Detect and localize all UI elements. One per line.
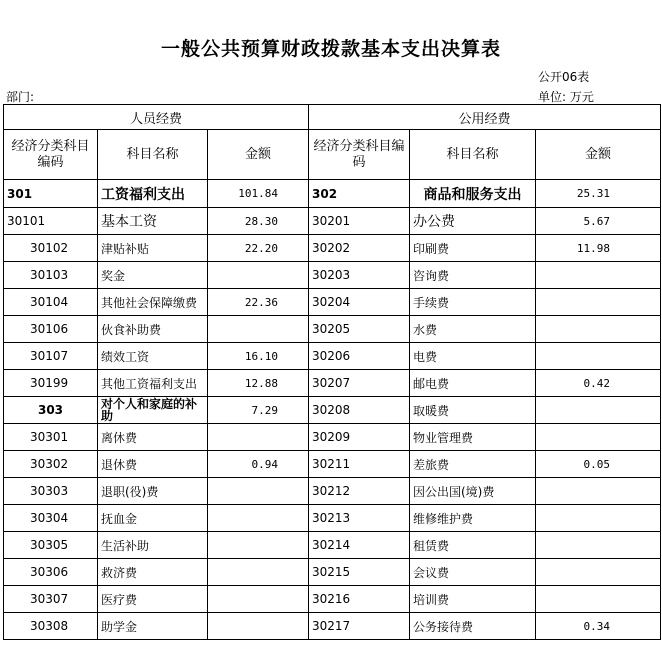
left-amount: 16.10 bbox=[208, 343, 309, 370]
right-amount: 25.31 bbox=[536, 180, 661, 208]
group-header-row bbox=[4, 105, 661, 130]
left-code: 30307 bbox=[4, 586, 98, 613]
table-row bbox=[4, 532, 661, 559]
table-row bbox=[4, 316, 661, 343]
left-name: 助学金 bbox=[98, 613, 208, 640]
left-code: 30101 bbox=[4, 208, 98, 235]
right-amount bbox=[536, 532, 661, 559]
left-code: 30305 bbox=[4, 532, 98, 559]
left-amount bbox=[208, 613, 309, 640]
left-code: 303 bbox=[4, 397, 98, 424]
left-name: 其他社会保障缴费 bbox=[98, 289, 208, 316]
header-amount: 金额 bbox=[536, 130, 661, 180]
left-amount: 22.36 bbox=[208, 289, 309, 316]
right-code: 30208 bbox=[309, 397, 410, 424]
left-name: 奖金 bbox=[98, 262, 208, 289]
left-name: 生活补助 bbox=[98, 532, 208, 559]
department-label: 部门: bbox=[6, 90, 35, 104]
right-amount: 5.67 bbox=[536, 208, 661, 235]
left-code: 30306 bbox=[4, 559, 98, 586]
left-code: 30303 bbox=[4, 478, 98, 505]
left-amount bbox=[208, 424, 309, 451]
right-code: 30213 bbox=[309, 505, 410, 532]
right-name: 差旅费 bbox=[410, 451, 536, 478]
table-row bbox=[4, 235, 661, 262]
table-row bbox=[4, 370, 661, 397]
right-name: 商品和服务支出 bbox=[410, 180, 536, 208]
left-code: 30102 bbox=[4, 235, 98, 262]
right-amount bbox=[536, 424, 661, 451]
left-amount bbox=[208, 316, 309, 343]
right-name: 电费 bbox=[410, 343, 536, 370]
left-name: 抚血金 bbox=[98, 505, 208, 532]
left-amount: 22.20 bbox=[208, 235, 309, 262]
left-name: 工资福利支出 bbox=[98, 180, 208, 208]
left-amount: 12.88 bbox=[208, 370, 309, 397]
left-code: 30104 bbox=[4, 289, 98, 316]
left-name: 退职(役)费 bbox=[98, 478, 208, 505]
right-name: 咨询费 bbox=[410, 262, 536, 289]
left-code: 30301 bbox=[4, 424, 98, 451]
right-name: 印刷费 bbox=[410, 235, 536, 262]
left-code: 30304 bbox=[4, 505, 98, 532]
table-row bbox=[4, 289, 661, 316]
right-code: 30216 bbox=[309, 586, 410, 613]
left-code: 30106 bbox=[4, 316, 98, 343]
left-code: 30107 bbox=[4, 343, 98, 370]
right-amount: 11.98 bbox=[536, 235, 661, 262]
table-row bbox=[4, 613, 661, 640]
table-row bbox=[4, 505, 661, 532]
left-name: 退休费 bbox=[98, 451, 208, 478]
left-code: 30199 bbox=[4, 370, 98, 397]
header-amount: 金额 bbox=[208, 130, 309, 180]
left-amount: 101.84 bbox=[208, 180, 309, 208]
table-row bbox=[4, 343, 661, 370]
left-amount bbox=[208, 478, 309, 505]
right-code: 30214 bbox=[309, 532, 410, 559]
right-code: 30209 bbox=[309, 424, 410, 451]
right-code: 30202 bbox=[309, 235, 410, 262]
table-row bbox=[4, 451, 661, 478]
left-amount: 0.94 bbox=[208, 451, 309, 478]
right-name: 会议费 bbox=[410, 559, 536, 586]
right-amount bbox=[536, 397, 661, 424]
right-name: 培训费 bbox=[410, 586, 536, 613]
right-amount bbox=[536, 316, 661, 343]
right-code: 30203 bbox=[309, 262, 410, 289]
right-name: 水费 bbox=[410, 316, 536, 343]
right-code: 30201 bbox=[309, 208, 410, 235]
left-amount bbox=[208, 586, 309, 613]
right-name: 维修维护费 bbox=[410, 505, 536, 532]
right-code: 302 bbox=[309, 180, 410, 208]
right-amount bbox=[536, 262, 661, 289]
left-amount bbox=[208, 262, 309, 289]
left-name: 绩效工资 bbox=[98, 343, 208, 370]
right-code: 30204 bbox=[309, 289, 410, 316]
table-row bbox=[4, 180, 661, 208]
right-amount: 0.05 bbox=[536, 451, 661, 478]
right-amount: 0.42 bbox=[536, 370, 661, 397]
left-code: 30302 bbox=[4, 451, 98, 478]
right-amount: 0.34 bbox=[536, 613, 661, 640]
right-name: 物业管理费 bbox=[410, 424, 536, 451]
right-code: 30207 bbox=[309, 370, 410, 397]
right-name: 公务接待费 bbox=[410, 613, 536, 640]
right-amount bbox=[536, 289, 661, 316]
right-name: 邮电费 bbox=[410, 370, 536, 397]
right-amount bbox=[536, 586, 661, 613]
right-name: 取暖费 bbox=[410, 397, 536, 424]
right-name: 租赁费 bbox=[410, 532, 536, 559]
left-code: 30103 bbox=[4, 262, 98, 289]
unit-label: 单位: 万元 bbox=[538, 90, 594, 104]
group-public: 公用经费 bbox=[309, 105, 661, 130]
table-row bbox=[4, 262, 661, 289]
right-code: 30206 bbox=[309, 343, 410, 370]
right-code: 30212 bbox=[309, 478, 410, 505]
left-amount: 7.29 bbox=[208, 397, 309, 424]
left-name: 津贴补贴 bbox=[98, 235, 208, 262]
header-name: 科目名称 bbox=[98, 130, 208, 180]
right-code: 30211 bbox=[309, 451, 410, 478]
header-code: 经济分类科目编码 bbox=[4, 130, 98, 180]
right-amount bbox=[536, 559, 661, 586]
right-amount bbox=[536, 505, 661, 532]
group-personnel: 人员经费 bbox=[4, 105, 309, 130]
left-name: 其他工资福利支出 bbox=[98, 370, 208, 397]
right-code: 30215 bbox=[309, 559, 410, 586]
header-name: 科目名称 bbox=[410, 130, 536, 180]
left-name: 离休费 bbox=[98, 424, 208, 451]
table-row bbox=[4, 559, 661, 586]
left-amount bbox=[208, 532, 309, 559]
left-name: 伙食补助费 bbox=[98, 316, 208, 343]
left-name: 救济费 bbox=[98, 559, 208, 586]
left-amount bbox=[208, 505, 309, 532]
right-code: 30205 bbox=[309, 316, 410, 343]
left-name: 医疗费 bbox=[98, 586, 208, 613]
table-row bbox=[4, 208, 661, 235]
page-title: 一般公共预算财政拨款基本支出决算表 bbox=[160, 38, 501, 60]
left-amount bbox=[208, 559, 309, 586]
form-number: 公开06表 bbox=[538, 70, 590, 84]
column-header-row bbox=[4, 130, 661, 180]
left-name: 对个人和家庭的补助 bbox=[98, 397, 208, 424]
table-row bbox=[4, 397, 661, 424]
expenditure-table bbox=[3, 104, 661, 640]
header-code: 经济分类科目编码 bbox=[309, 130, 410, 180]
right-name: 因公出国(境)费 bbox=[410, 478, 536, 505]
right-name: 办公费 bbox=[410, 208, 536, 235]
left-code: 30308 bbox=[4, 613, 98, 640]
left-amount: 28.30 bbox=[208, 208, 309, 235]
table-row bbox=[4, 424, 661, 451]
right-amount bbox=[536, 343, 661, 370]
table-row bbox=[4, 478, 661, 505]
left-code: 301 bbox=[4, 180, 98, 208]
table-row bbox=[4, 586, 661, 613]
right-code: 30217 bbox=[309, 613, 410, 640]
right-amount bbox=[536, 478, 661, 505]
right-name: 手续费 bbox=[410, 289, 536, 316]
left-name: 基本工资 bbox=[98, 208, 208, 235]
